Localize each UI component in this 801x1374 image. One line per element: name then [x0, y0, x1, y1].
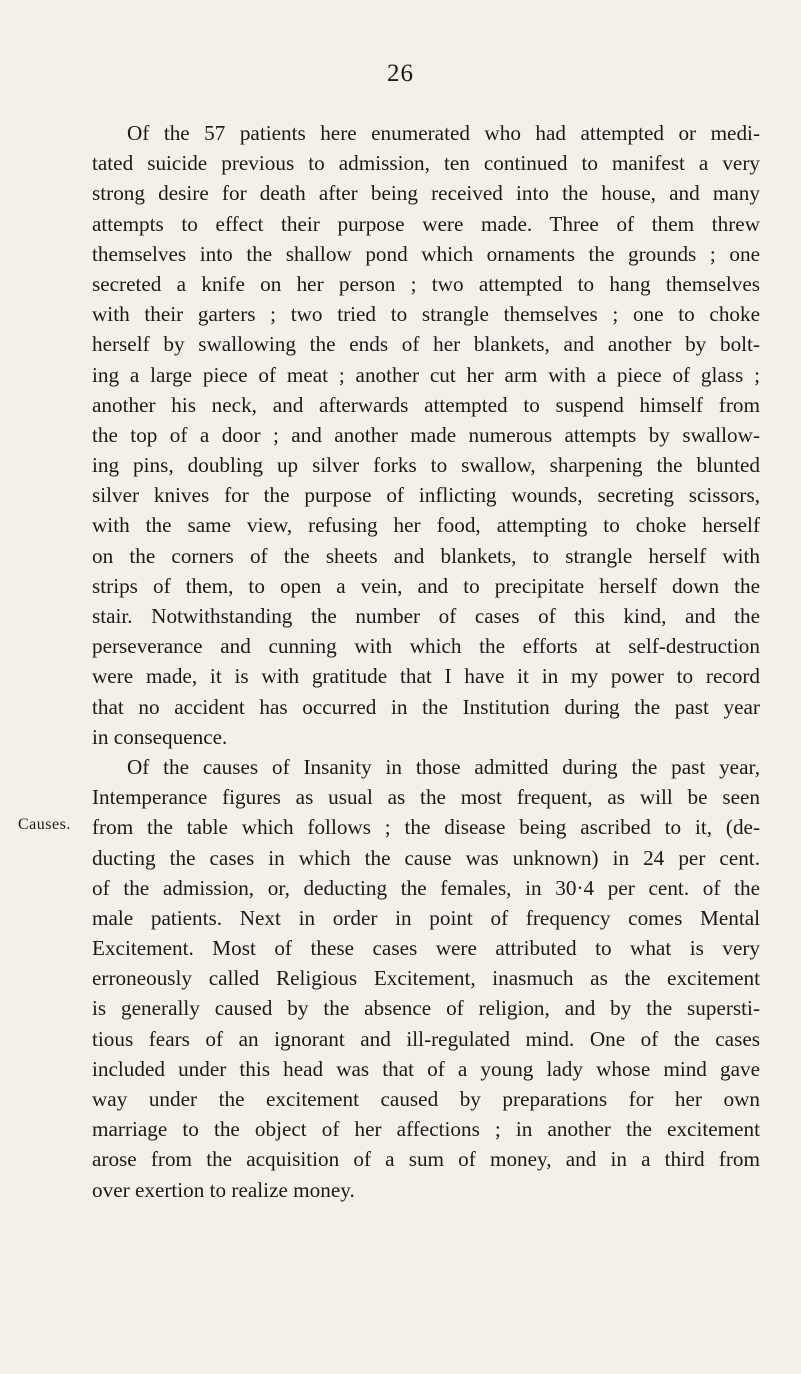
text-line: with their garters ; two tried to strangle themselves ; one to choke — [92, 302, 760, 327]
text-line: the top of a door ; and another made numerous attempts by swallow- — [92, 422, 760, 447]
text-line: ing pins, doubling up silver forks to swallow, sharpening the blunted — [92, 453, 760, 478]
text-line: on the corners of the sheets and blankets, to strangle herself with — [92, 543, 760, 568]
text-line: Excitement. Most of these cases were attributed to what is very — [92, 936, 760, 961]
text-line: themselves into the shallow pond which ornaments the grounds ; one — [92, 241, 760, 266]
text-line: erroneously called Religious Excitement, inasmuch as the excitement — [92, 966, 760, 991]
margin-note-causes: Causes. — [18, 816, 71, 833]
body-text — [92, 118, 760, 1205]
text-line: strips of them, to open a vein, and to precipitate herself down the — [92, 573, 760, 598]
text-line: another his neck, and afterwards attempted to suspend himself from — [92, 392, 760, 417]
paragraph-suicide-attempts — [92, 118, 760, 752]
text-line: strong desire for death after being received into the house, and many — [92, 181, 760, 206]
text-line: tated suicide previous to admission, ten continued to manifest a very — [92, 151, 760, 176]
text-line: herself by swallowing the ends of her blankets, and another by bolt- — [92, 332, 760, 357]
text-line: perseverance and cunning with which the efforts at self-destruction — [92, 634, 760, 659]
text-line: attempts to effect their purpose were made. Three of them threw — [92, 211, 760, 236]
text-line: that no accident has occurred in the Institution during the past year — [92, 694, 760, 719]
text-line: Of the causes of Insanity in those admitted during the past year, — [127, 754, 760, 779]
text-line: marriage to the object of her affections ; in another the excitement — [92, 1117, 760, 1142]
text-line: from the table which follows ; the disease being ascribed to it, (de- — [92, 815, 760, 840]
text-line: included under this head was that of a young lady whose mind gave — [92, 1056, 760, 1081]
text-line: is generally caused by the absence of religion, and by the supersti- — [92, 996, 760, 1021]
text-line: silver knives for the purpose of inflicting wounds, secreting scissors, — [92, 483, 760, 508]
text-line: of the admission, or, deducting the females, in 30·4 per cent. of the — [92, 875, 760, 900]
text-line: were made, it is with gratitude that I have it in my power to record — [92, 664, 760, 689]
text-line: stair. Notwithstanding the number of cases of this kind, and the — [92, 604, 760, 628]
page-number: 26 — [387, 60, 414, 87]
text-line: with the same view, refusing her food, attempting to choke herself — [92, 513, 760, 538]
text-line: Of the 57 patients here enumerated who had attempted or medi- — [127, 121, 760, 145]
text-line: tious fears of an ignorant and ill-regulated mind. One of the cases — [92, 1026, 760, 1051]
text-line: ing a large piece of meat ; another cut her arm with a piece of glass ; — [92, 362, 760, 387]
text-line: ducting the cases in which the cause was unknown) in 24 per cent. — [92, 845, 760, 870]
text-line: over exertion to realize money. — [92, 1177, 355, 1202]
paragraph-causes-of-insanity — [92, 752, 760, 1205]
text-line: Intemperance figures as usual as the most frequent, as will be seen — [92, 785, 760, 810]
text-line: arose from the acquisition of a sum of money, and in a third from — [92, 1147, 760, 1172]
text-line: in consequence. — [92, 724, 228, 749]
text-line: male patients. Next in order in point of frequency comes Mental — [92, 905, 760, 930]
text-line: way under the excitement caused by preparations for her own — [92, 1087, 760, 1111]
text-line: secreted a knife on her person ; two attempted to hang themselves — [92, 271, 760, 296]
